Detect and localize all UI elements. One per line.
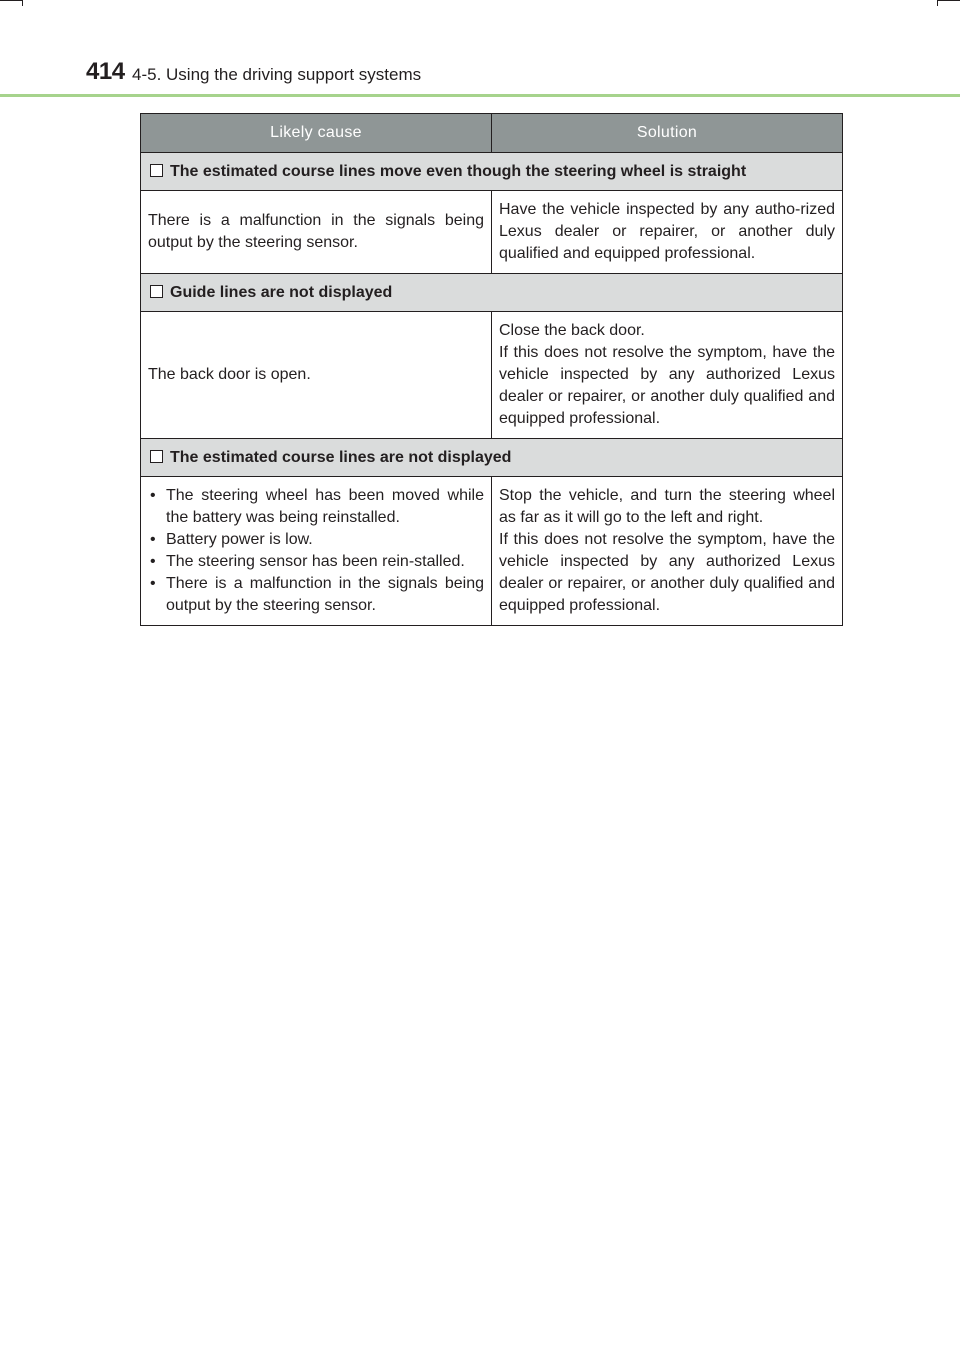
page-header (0, 52, 960, 98)
troubleshooting-table (140, 113, 843, 626)
table-row (141, 191, 843, 274)
solution-cell (492, 312, 843, 439)
symptom-text: The estimated course lines move even though the steering wheel is straight (170, 162, 747, 180)
cause-list (148, 485, 484, 617)
checkbox-icon (150, 164, 163, 177)
cause-text: The steering wheel has been moved while the battery was being reinstalled. (166, 487, 484, 526)
page-number: 414 (86, 58, 125, 85)
solution-line: Close the back door. (499, 322, 645, 339)
likely-cause-cell: The back door is open. (141, 312, 492, 439)
checkbox-icon (150, 450, 163, 463)
table-row (141, 312, 843, 439)
crop-mark-top-right-h (937, 0, 960, 1)
list-item (148, 551, 484, 573)
solution-cell: Have the vehicle inspected by any autho-rized Lexus dealer or repairer, or another duly qualified and equipped professional. (492, 191, 843, 274)
crop-mark-top-left-h (0, 0, 22, 1)
header-rule (0, 94, 960, 97)
solution-line: If this does not resolve the symptom, have the vehicle inspected by any authorized Lexus dealer or repairer, or another duly qualified and equipped professional. (499, 531, 835, 614)
solution-line: If this does not resolve the symptom, have the vehicle inspected by any authorized Lexus dealer or repairer, or another duly qualified and equipped professional. (499, 344, 835, 427)
list-item (148, 529, 484, 551)
section-title: 4-5. Using the driving support systems (132, 65, 422, 84)
crop-mark-top-left-v (22, 0, 23, 6)
list-item (148, 485, 484, 529)
checkbox-icon (150, 285, 163, 298)
table-header-row (141, 114, 843, 153)
column-header-likely-cause: Likely cause (141, 114, 492, 153)
crop-mark-top-right-v (937, 0, 938, 6)
symptom-row (141, 153, 843, 191)
table-row (141, 477, 843, 626)
solution-cell (492, 477, 843, 626)
cause-text: There is a malfunction in the signals being output by the steering sensor. (166, 575, 484, 614)
bullet-icon: • (150, 531, 156, 548)
cause-text: Battery power is low. (166, 531, 313, 548)
list-item (148, 573, 484, 617)
symptom-text: The estimated course lines are not displayed (170, 448, 512, 466)
bullet-icon: • (150, 487, 156, 504)
likely-cause-cell (141, 477, 492, 626)
likely-cause-cell: There is a malfunction in the signals being output by the steering sensor. (141, 191, 492, 274)
bullet-icon: • (150, 575, 156, 592)
solution-line: Stop the vehicle, and turn the steering wheel as far as it will go to the left and right. (499, 487, 835, 526)
cause-text: The steering sensor has been rein-stalled. (166, 553, 465, 570)
symptom-row (141, 274, 843, 312)
symptom-row (141, 439, 843, 477)
column-header-solution: Solution (492, 114, 843, 153)
bullet-icon: • (150, 553, 156, 570)
symptom-text: Guide lines are not displayed (170, 283, 393, 301)
